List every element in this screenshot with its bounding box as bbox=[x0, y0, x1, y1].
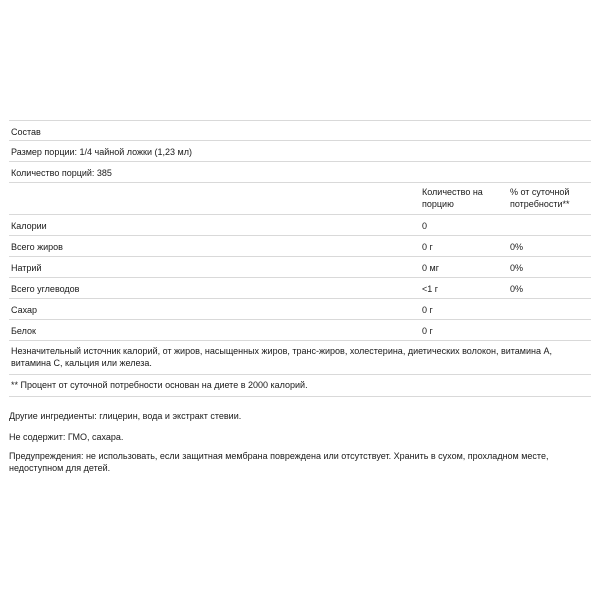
nutrient-row-total-carbs bbox=[9, 278, 591, 299]
nutrient-daily-value: 0% bbox=[510, 242, 524, 252]
additional-info bbox=[9, 410, 589, 483]
nutrient-row-sodium bbox=[9, 257, 591, 278]
other-ingredients: Другие ингредиенты: глицерин, вода и экстракт стевии. bbox=[9, 411, 242, 421]
facts-title-row bbox=[9, 120, 591, 141]
nutrient-row-protein bbox=[9, 320, 591, 341]
insignificant-source-note: Незначительный источник калорий, от жиров, насыщенных жиров, транс-жиров, холестерина, диетических волокон, витамина А, витамина С, кальция или железа. bbox=[11, 346, 553, 368]
column-header-row bbox=[9, 183, 591, 215]
nutrient-amount: 0 г bbox=[422, 305, 433, 315]
nutrient-amount: 0 мг bbox=[422, 263, 439, 273]
does-not-contain: Не содержит: ГМО, сахара. bbox=[9, 432, 124, 442]
daily-value-note-row bbox=[9, 375, 591, 397]
nutrient-name: Всего жиров bbox=[11, 242, 63, 252]
nutrient-amount: 0 г bbox=[422, 326, 433, 336]
nutrient-name: Белок bbox=[11, 326, 36, 336]
nutrient-row-total-fat bbox=[9, 236, 591, 257]
nutrient-name: Калории bbox=[11, 221, 47, 231]
nutrient-amount: 0 г bbox=[422, 242, 433, 252]
nutrient-row-calories bbox=[9, 215, 591, 236]
facts-title: Состав bbox=[11, 127, 41, 137]
amount-per-serving-header: Количество на порцию bbox=[422, 187, 483, 209]
serving-size-row bbox=[9, 141, 591, 162]
nutrient-row-sugar bbox=[9, 299, 591, 320]
nutrient-name: Сахар bbox=[11, 305, 38, 315]
nutrient-amount: 0 bbox=[422, 221, 428, 231]
nutrient-name: Натрий bbox=[11, 263, 42, 273]
nutrient-daily-value: 0% bbox=[510, 284, 524, 294]
nutrient-daily-value: 0% bbox=[510, 263, 524, 273]
servings-per-container: Количество порций: 385 bbox=[11, 168, 112, 178]
daily-value-note: ** Процент от суточной потребности основан на диете в 2000 калорий. bbox=[11, 380, 308, 390]
daily-value-header: % от суточной потребности** bbox=[510, 187, 570, 209]
supplement-facts-table bbox=[9, 120, 591, 397]
insignificant-source-note-row bbox=[9, 341, 591, 375]
warnings: Предупреждения: не использовать, если защитная мембрана повреждена или отсутствует. Хранить в сухом, прохладном месте, недоступном для детей. bbox=[9, 451, 549, 473]
serving-size: Размер порции: 1/4 чайной ложки (1,23 мл) bbox=[11, 147, 192, 157]
nutrient-name: Всего углеводов bbox=[11, 284, 80, 294]
nutrient-amount: <1 г bbox=[422, 284, 439, 294]
servings-row bbox=[9, 162, 591, 183]
